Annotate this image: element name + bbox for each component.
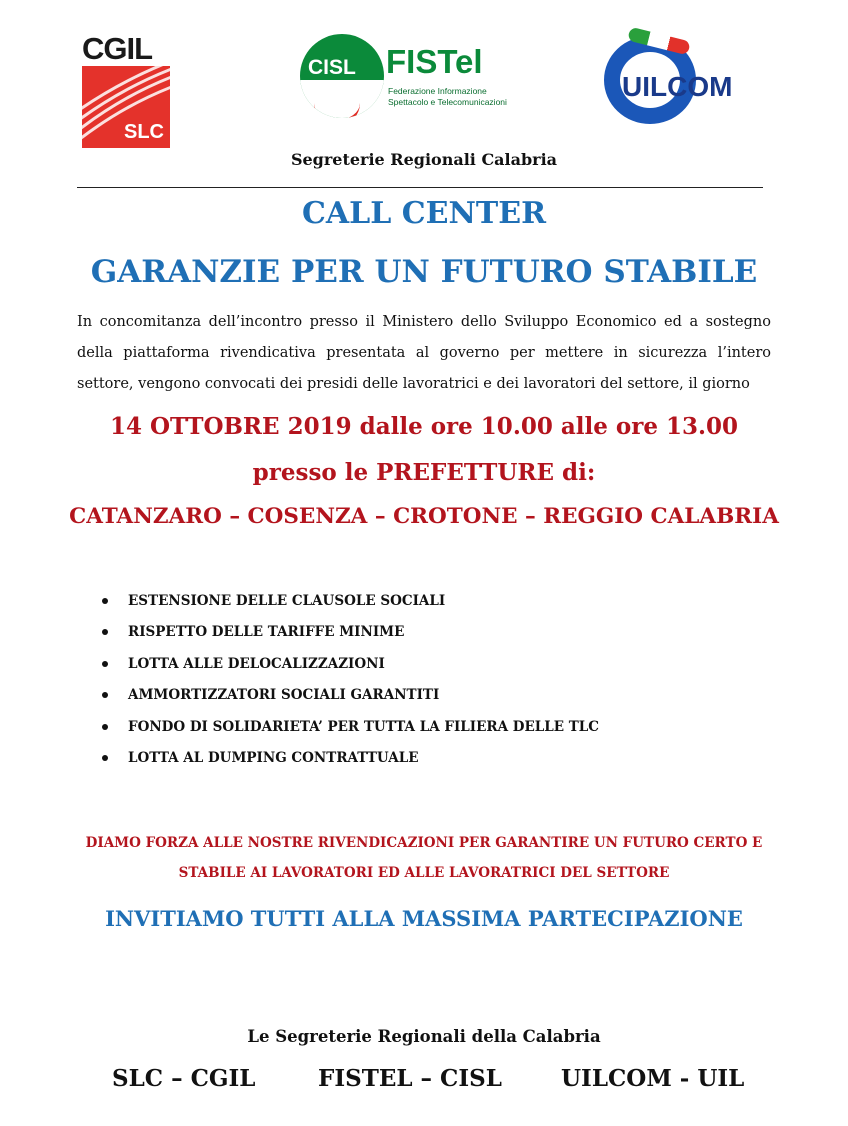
list-item: AMMORTIZZATORI SOCIALI GARANTITI: [98, 680, 599, 711]
event-place: presso le PREFETTURE di:: [252, 459, 596, 486]
cisl-logo-text: CISL: [308, 56, 356, 79]
union-slc-cgil: SLC – CGIL: [112, 1065, 256, 1092]
list-item: LOTTA AL DUMPING CONTRATTUALE: [98, 743, 599, 774]
segreterie-header: Segreterie Regionali Calabria: [290, 150, 558, 169]
fistel-logo-text: FISTel: [386, 43, 483, 80]
list-item: FONDO DI SOLIDARIETA’ PER TUTTA LA FILIERA DELLE TLC: [98, 712, 599, 743]
bullet-icon: [102, 598, 108, 604]
cgil-logo-box: [82, 66, 170, 148]
union-fistel-cisl: FISTEL – CISL: [318, 1065, 502, 1092]
event-date: 14 OTTOBRE 2019 dalle ore 10.00 alle ore 13.00: [110, 413, 738, 440]
appeal-line-1: DIAMO FORZA ALLE NOSTRE RIVENDICAZIONI PER GARANTIRE UN FUTURO CERTO E: [85, 835, 763, 851]
invite-participation: INVITIAMO TUTTI ALLA MASSIMA PARTECIPAZIONE: [105, 906, 743, 931]
header-divider: [77, 187, 763, 188]
appeal-line-2: STABILE AI LAVORATORI ED ALLE LAVORATRICI DEL SETTORE: [178, 865, 670, 881]
list-item: RISPETTO DELLE TARIFFE MINIME: [98, 617, 599, 648]
cisl-fistel-logo: [300, 34, 520, 118]
bullet-icon: [102, 661, 108, 667]
list-item: ESTENSIONE DELLE CLAUSOLE SOCIALI: [98, 586, 599, 617]
bullet-icon: [102, 724, 108, 730]
uilcom-logo: [600, 34, 766, 126]
slc-logo-text: SLC: [124, 121, 164, 143]
footer-signoff: Le Segreterie Regionali della Calabria: [247, 1027, 601, 1046]
fistel-subtitle-2: Spettacolo e Telecomunicazioni: [388, 97, 507, 107]
fistel-subtitle-1: Federazione Informazione: [388, 86, 487, 96]
title-call-center: CALL CENTER: [301, 196, 547, 231]
bullet-icon: [102, 692, 108, 698]
union-uilcom-uil: UILCOM - UIL: [561, 1065, 745, 1092]
bullet-icon: [102, 755, 108, 761]
demands-list: [98, 586, 599, 774]
intro-paragraph: In concomitanza dell’incontro presso il Ministero dello Sviluppo Economico ed a sostegno della piattaforma rivendicativa presentata al governo per mettere in sicurezza l’intero settore, vengono convocati dei presidi delle lavoratrici e dei lavoratori del settore, il giorno: [77, 314, 771, 392]
cgil-logo-text: CGIL: [82, 31, 153, 66]
bullet-icon: [102, 629, 108, 635]
event-cities: CATANZARO – COSENZA – CROTONE – REGGIO CALABRIA: [69, 504, 779, 529]
uilcom-logo-text: UILCOM: [622, 71, 733, 102]
title-garanzie: GARANZIE PER UN FUTURO STABILE: [90, 254, 758, 290]
list-item: LOTTA ALLE DELOCALIZZAZIONI: [98, 649, 599, 680]
cgil-slc-logo: [82, 32, 170, 148]
